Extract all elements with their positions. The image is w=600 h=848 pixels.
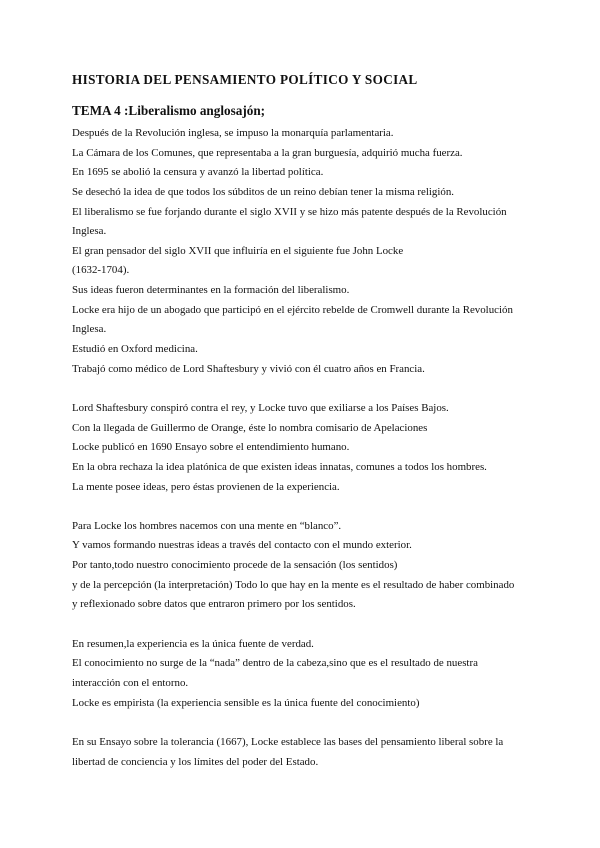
text-line: y de la percepción (la interpretación) Todo lo que hay en la mente es el resultado de haber combinado (72, 578, 515, 591)
text-line: Locke era hijo de un abogado que participó en el ejército rebelde de Cromwell durante la Revolución (72, 303, 513, 316)
blank-line (72, 497, 542, 517)
text-line: Por tanto,todo nuestro conocimiento procede de la sensación (los sentidos) (72, 559, 398, 572)
text-line: y reflexionado sobre datos que entraron primero por los sentidos. (72, 598, 356, 611)
text-line: En 1695 se abolió la censura y avanzó la libertad política. (72, 166, 324, 179)
text-line: El conocimiento no surge de la “nada” dentro de la cabeza,sino que es el resultado de nuestra (72, 657, 478, 670)
text-line: interacción con el entorno. (72, 676, 189, 689)
text-line: Con la llegada de Guillermo de Orange, éste lo nombra comisario de Apelaciones (72, 421, 428, 434)
text-line: En la obra rechaza la idea platónica de que existen ideas innatas, comunes a todos los hombres. (72, 460, 487, 473)
text-line: Locke publicó en 1690 Ensayo sobre el entendimiento humano. (72, 441, 350, 454)
text-line: Locke es empirista (la experiencia sensible es la única fuente del conocimiento) (72, 696, 420, 709)
text-line: El liberalismo se fue forjando durante el siglo XVII y se hizo más patente después de la Revolución (72, 205, 507, 218)
text-line: Estudió en Oxford medicina. (72, 343, 198, 356)
text-line: libertad de conciencia y los límites del poder del Estado. (72, 755, 319, 768)
blank-line (72, 615, 542, 635)
text-line: Sus ideas fueron determinantes en la formación del liberalismo. (72, 284, 350, 297)
text-line: Después de la Revolución inglesa, se impuso la monarquía parlamentaria. (72, 127, 394, 139)
blank-line (72, 713, 542, 733)
document-title: HISTORIA DEL PENSAMIENTO POLÍTICO Y SOCIAL (72, 72, 418, 87)
text-line: Trabajó como médico de Lord Shaftesbury y vivió con él cuatro años en Francia. (72, 362, 425, 375)
text-line: Para Locke los hombres nacemos con una mente en “blanco”. (72, 519, 342, 532)
document-subtitle: TEMA 4 :Liberalismo anglosajón; (72, 103, 266, 118)
text-line: (1632-1704). (72, 264, 130, 277)
blank-line (72, 379, 542, 399)
text-line: En resumen,la experiencia es la única fuente de verdad. (72, 637, 314, 650)
text-line: Inglesa. (72, 225, 107, 238)
text-line: Se desechó la idea de que todos los súbditos de un reino debían tener la misma religión. (72, 185, 454, 198)
text-line: Lord Shaftesbury conspiró contra el rey, y Locke tuvo que exiliarse a los Países Bajos. (72, 401, 449, 414)
text-line: Inglesa. (72, 323, 107, 336)
text-line: En su Ensayo sobre la tolerancia (1667), Locke establece las bases del pensamiento liberal sobre la (72, 735, 504, 748)
text-line: La mente posee ideas, pero éstas provienen de la experiencia. (72, 480, 340, 493)
document-body (72, 124, 542, 772)
text-line: El gran pensador del siglo XVII que influiría en el siguiente fue John Locke (72, 244, 404, 257)
text-line: La Cámara de los Comunes, que representaba a la gran burguesía, adquirió mucha fuerza. (72, 146, 463, 159)
text-line: Y vamos formando nuestras ideas a través del contacto con el mundo exterior. (72, 539, 412, 552)
